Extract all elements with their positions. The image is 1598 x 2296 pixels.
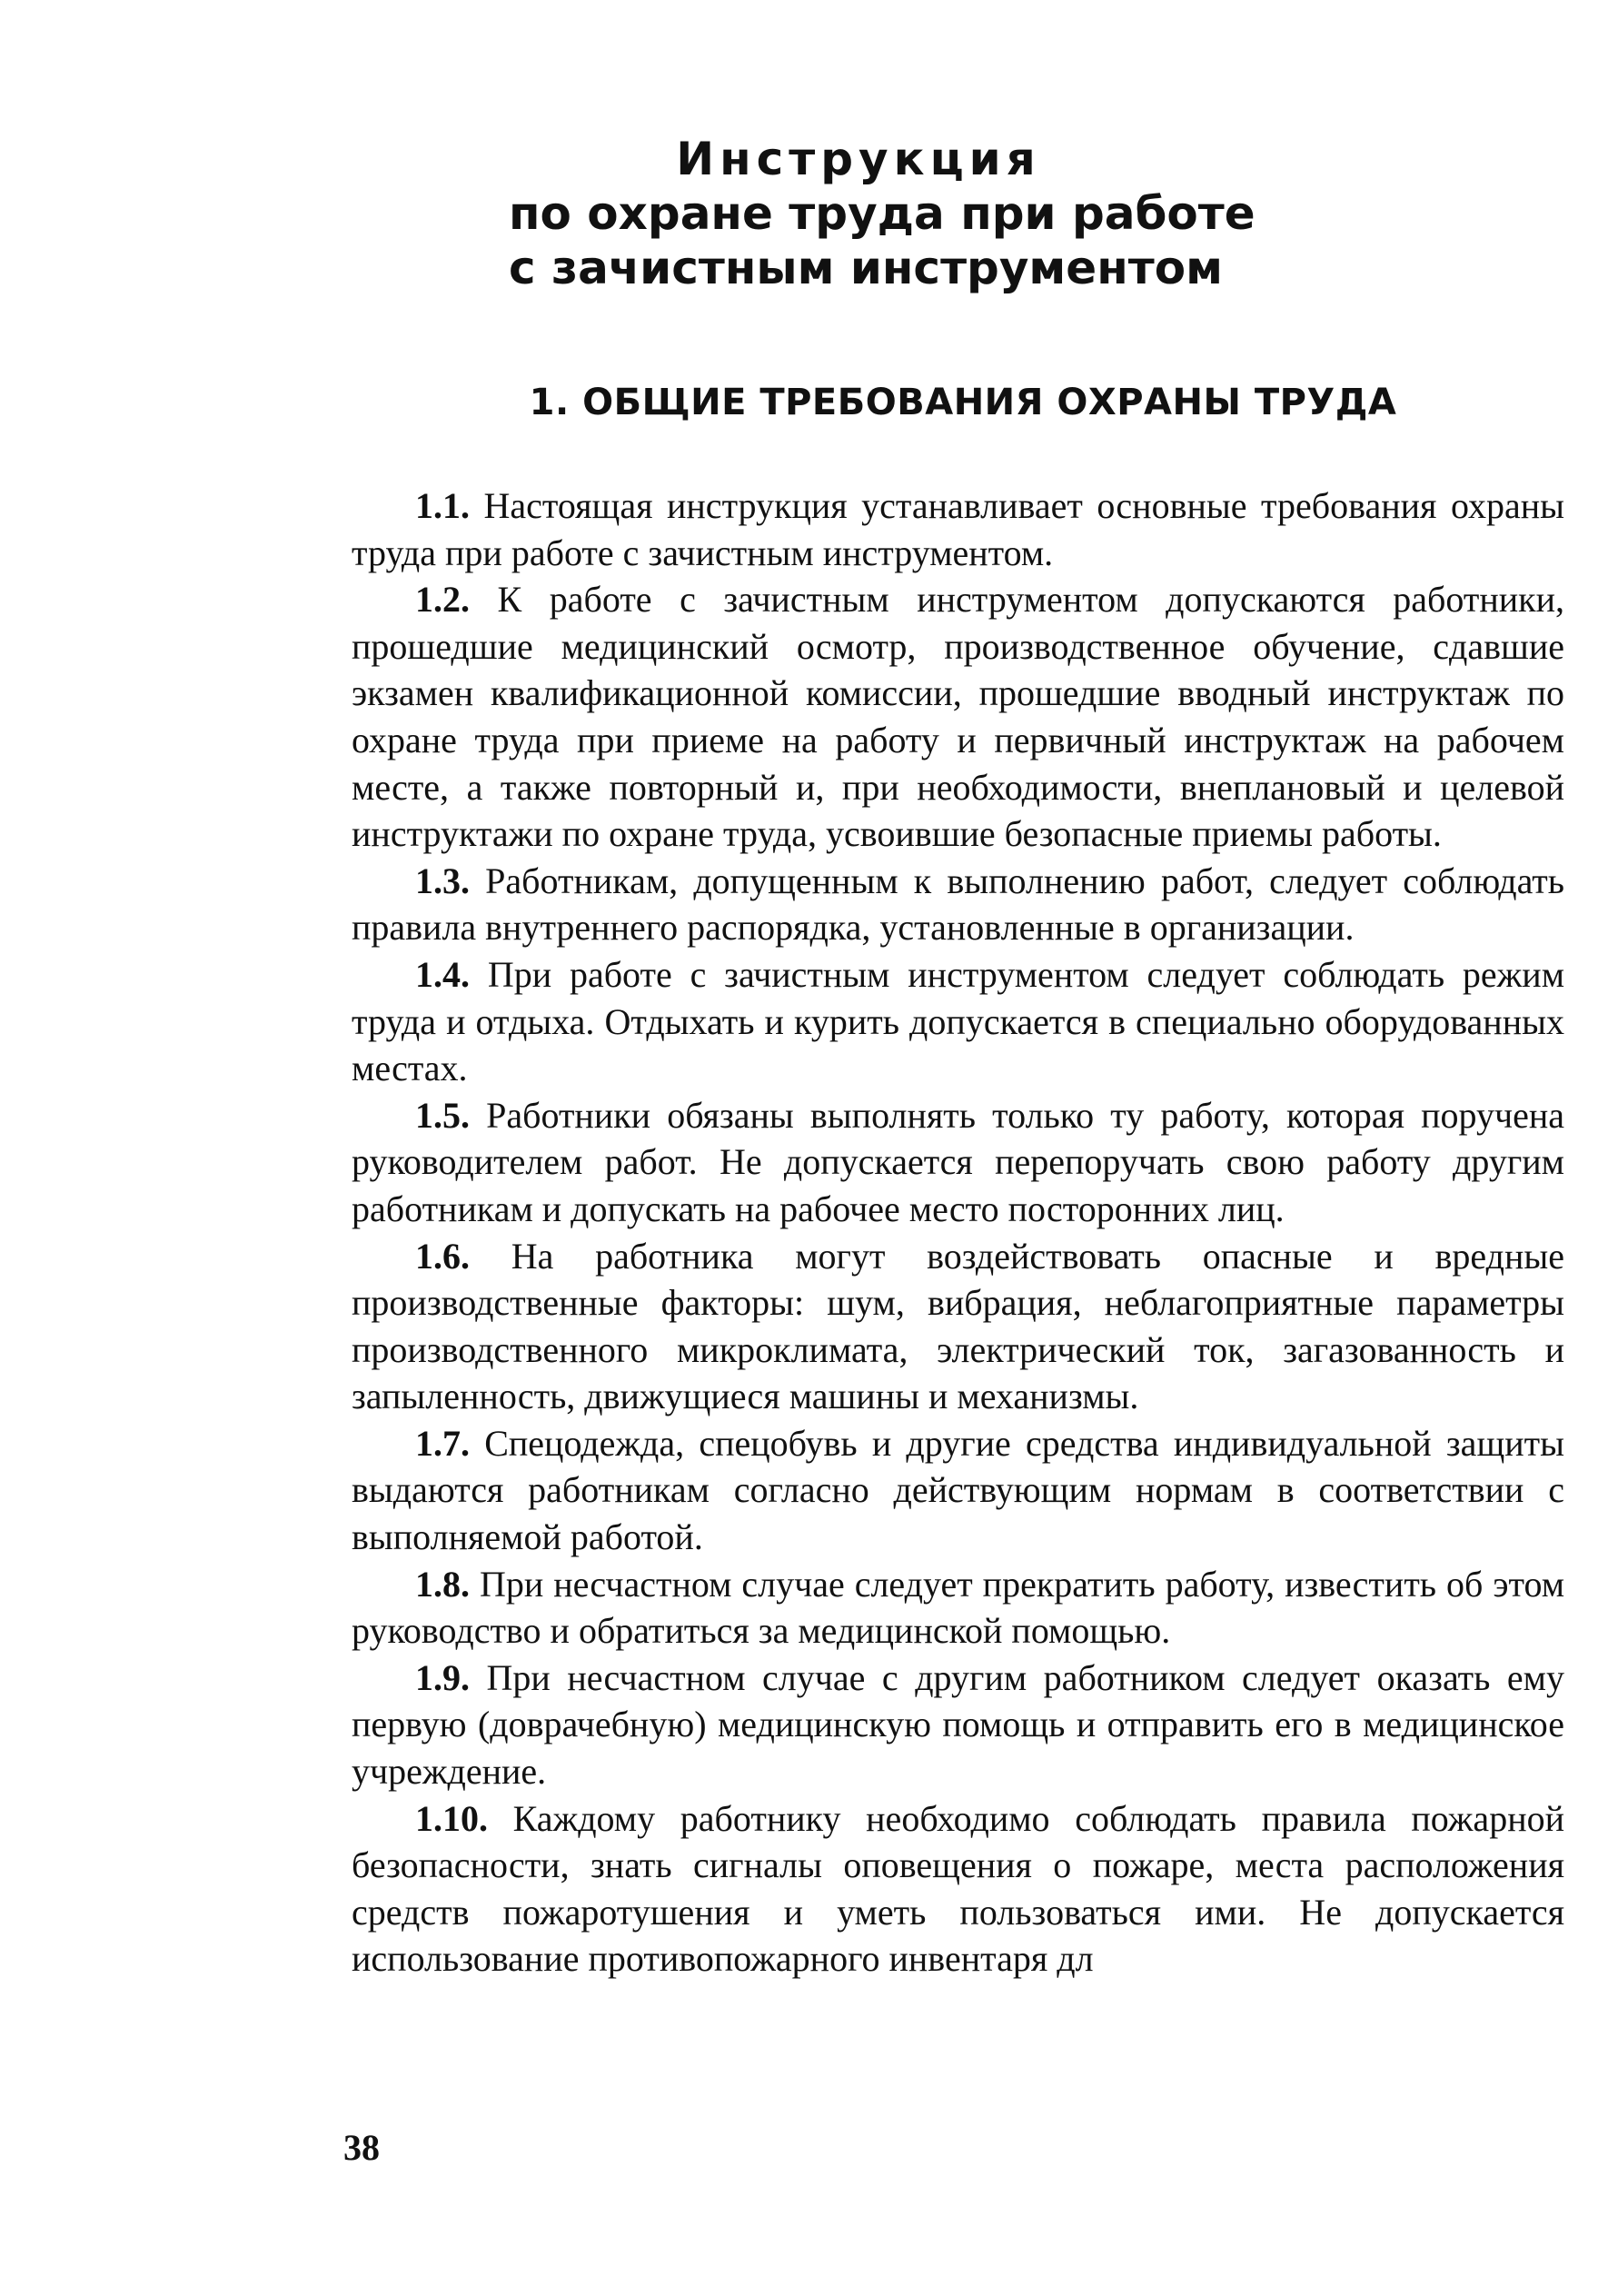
page-number: 38 [343,2127,380,2168]
paragraph-1-6 [352,1233,1564,1420]
paragraph-text: При несчастном случае с другим работником следует оказать ему первую (доврачебную) медицинскую помощь и отправить его в медицинское учреждение. [352,1656,1564,1793]
section-heading: 1. ОБЩИЕ ТРЕБОВАНИЯ ОХРАНЫ ТРУДА [529,382,1397,423]
paragraph-text: Настоящая инструкция устанавливает основные требования охраны труда при работе с зачистным инструментом. [352,485,1564,573]
paragraph-1-10 [352,1795,1564,1983]
paragraph-text: При работе с зачистным инструментом следует соблюдать режим труда и отдыха. Отдыхать и курить допускается в специально оборудованных местах. [352,953,1565,1089]
paragraph-1-3 [352,858,1564,951]
paragraph-number: 1.5. [415,1094,470,1136]
paragraph-number: 1.7. [415,1422,470,1464]
paragraph-number: 1.6. [415,1235,470,1277]
paragraph-number: 1.8. [415,1563,470,1605]
title-line-2: по охране труда при работе [509,187,1256,240]
paragraph-1-2 [352,576,1564,858]
paragraph-text: Каждому работнику необходимо соблюдать правила пожарной безопасности, знать сигналы оповещения о пожаре, места расположения средств пожаротушения и уметь пользоваться ими. Не допускается использование противопожарного инвентаря дл [352,1797,1564,1980]
paragraph-number: 1.4. [415,953,470,995]
paragraph-text: На работника могут воздействовать опасные и вредные производственные факторы: шум, вибрация, неблагоприятные параметры производственного микроклимата, электрический ток, загазованность и запыленность, движущиеся машины и механизмы. [352,1235,1565,1417]
document-title [509,132,1256,295]
paragraph-text: При несчастном случае следует прекратить работу, известить об этом руководство и обратиться за медицинской помощью. [352,1563,1565,1652]
paragraph-1-7 [352,1420,1564,1561]
title-line-1: Инструкция [676,133,1041,185]
paragraph-text: Работникам, допущенным к выполнению работ, следует соблюдать правила внутреннего распорядка, установленные в организации. [352,860,1565,949]
title-line-3: с зачистным инструментом [509,242,1223,294]
paragraph-number: 1.1. [415,485,470,526]
paragraph-number: 1.3. [415,860,470,901]
paragraph-text: К работе с зачистным инструментом допускаются работники, прошедшие медицинский осмотр, производственное обучение, сдавшие экзамен квалификационной комиссии, прошедшие вводный инструктаж по охране труда при приеме на работу и первичный инструктаж на рабочем месте, а также повторный и, при необходимости, внеплановый и целевой инструктажи по охране труда, усвоившие безопасные приемы работы. [352,579,1564,855]
paragraph-number: 1.2. [415,579,470,621]
body-text [352,482,1564,1983]
paragraph-1-4 [352,951,1564,1092]
paragraph-number: 1.9. [415,1656,470,1698]
paragraph-text: Работники обязаны выполнять только ту работу, которая поручена руководителем работ. Не допускается перепоручать свою работу другим работникам и допускать на рабочее место посторонних лиц. [352,1094,1565,1229]
paragraph-1-1 [352,482,1564,576]
paragraph-1-5 [352,1092,1564,1233]
paragraph-1-9 [352,1655,1564,1795]
paragraph-number: 1.10. [415,1797,488,1839]
paragraph-text: Спецодежда, спецобувь и другие средства индивидуальной защиты выдаются работникам согласно действующим нормам в соответствии с выполняемой работой. [352,1422,1565,1558]
paragraph-1-8 [352,1561,1564,1655]
